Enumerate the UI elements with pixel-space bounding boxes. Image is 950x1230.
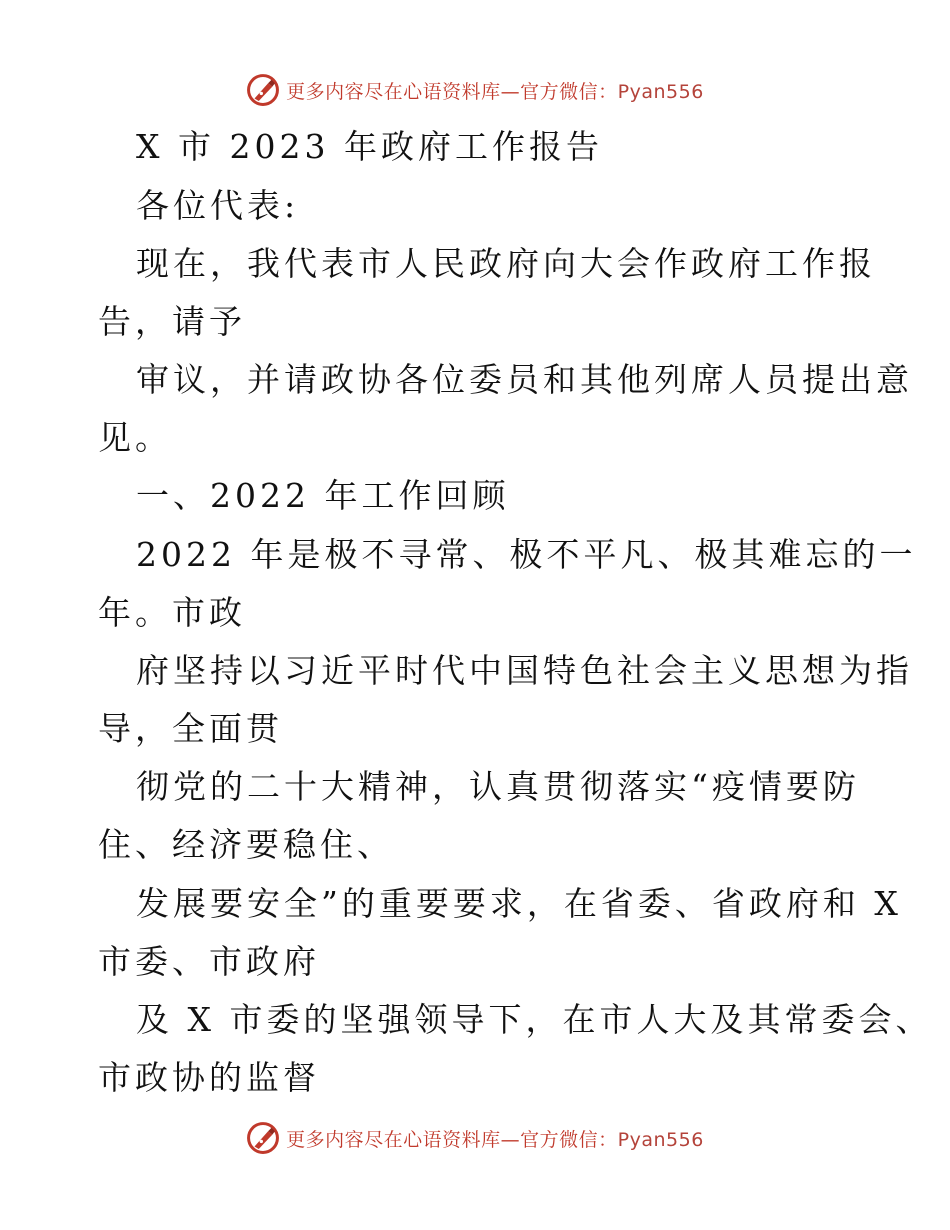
body-line: 及 X 市委的坚强领导下，在市人大及其常委会、	[136, 1000, 933, 1039]
watermark-wechat-id: Pyan556	[617, 80, 704, 103]
body-line: 彻党的二十大精神，认真贯彻落实“疫情要防	[136, 767, 860, 806]
body-line: 市政协的监督	[98, 1058, 320, 1097]
body-line: 告，请予	[98, 302, 246, 341]
body-line: 2022 年是极不寻常、极不平凡、极其难忘的一	[136, 535, 917, 574]
body-line: 市委、市政府	[98, 942, 320, 981]
watermark-prefix: 更多内容尽在心语资料库—官方微信：	[286, 80, 618, 103]
body-line: 见。	[98, 418, 172, 457]
footer-watermark	[0, 1118, 950, 1158]
watermark-group	[246, 1121, 704, 1155]
pen-nib-logo-icon	[246, 1121, 280, 1155]
body-line: 住、经济要稳住、	[98, 825, 394, 864]
document-title: X 市 2023 年政府工作报告	[136, 127, 603, 166]
section-heading: 一、2022 年工作回顾	[136, 476, 510, 515]
body-line: 府坚持以习近平时代中国特色社会主义思想为指	[136, 651, 913, 690]
body-line: 审议，并请政协各位委员和其他列席人员提出意	[136, 360, 913, 399]
body-line: 年。市政	[98, 593, 246, 632]
body-line: 发展要安全”的重要要求，在省委、省政府和 X	[136, 884, 902, 923]
watermark-prefix: 更多内容尽在心语资料库—官方微信：	[286, 1128, 618, 1151]
watermark-wechat-id: Pyan556	[617, 1128, 704, 1151]
body-line: 导，全面贯	[98, 709, 283, 748]
watermark-text	[286, 1125, 704, 1152]
body-line: 现在，我代表市人民政府向大会作政府工作报	[136, 244, 876, 283]
salutation: 各位代表:	[136, 186, 300, 225]
